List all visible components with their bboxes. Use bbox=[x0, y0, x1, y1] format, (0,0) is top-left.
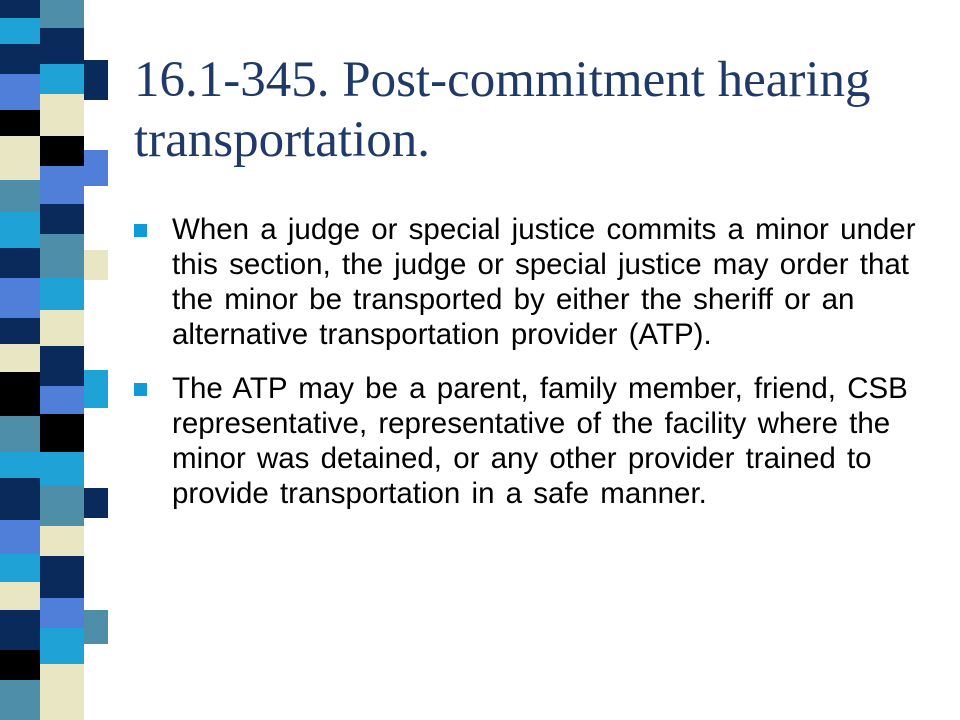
slide-title: 16.1-345. Post-commitment hearing transportation. bbox=[134, 52, 871, 168]
bullet-item bbox=[134, 212, 924, 352]
stripe bbox=[0, 520, 40, 554]
stripe bbox=[0, 478, 40, 520]
stripe bbox=[84, 518, 108, 610]
stripe bbox=[0, 44, 40, 74]
stripe bbox=[0, 318, 40, 344]
bullet-text: When a judge or special justice commits a minor under this section, the judge or special justice may order that the minor be transported by either the sheriff or an alternative transportation provider (ATP). bbox=[172, 213, 916, 351]
stripe bbox=[0, 610, 40, 650]
stripe bbox=[84, 150, 108, 186]
stripe-column-left bbox=[0, 0, 40, 720]
stripe bbox=[0, 680, 40, 720]
stripe bbox=[0, 136, 40, 180]
stripe bbox=[84, 0, 108, 60]
square-bullet-icon bbox=[134, 224, 147, 237]
bullet-text: The ATP may be a parent, family member, friend, CSB representative, representative of the facility where the minor was detained, or any other provider trained to provide transportation in a safe manner. bbox=[172, 372, 908, 510]
stripe bbox=[40, 0, 84, 28]
stripe bbox=[40, 94, 84, 136]
stripe bbox=[40, 598, 84, 628]
stripe bbox=[0, 110, 40, 136]
stripe bbox=[40, 136, 84, 166]
stripe bbox=[40, 346, 84, 386]
stripe bbox=[0, 372, 40, 416]
stripe bbox=[40, 310, 84, 346]
stripe bbox=[40, 166, 84, 204]
stripe bbox=[84, 280, 108, 370]
stripe bbox=[40, 386, 84, 414]
stripe bbox=[40, 278, 84, 310]
stripe bbox=[40, 414, 84, 452]
stripe bbox=[0, 650, 40, 680]
stripe bbox=[40, 526, 84, 556]
stripe bbox=[40, 204, 84, 234]
stripe bbox=[84, 370, 108, 408]
stripe bbox=[0, 344, 40, 372]
bullet-item bbox=[134, 371, 924, 511]
stripe bbox=[0, 0, 40, 18]
stripe bbox=[0, 248, 40, 278]
bullet-list bbox=[134, 212, 924, 530]
stripe bbox=[40, 556, 84, 598]
decorative-stripe-bar bbox=[0, 0, 108, 720]
stripe bbox=[0, 452, 40, 478]
square-bullet-icon bbox=[134, 383, 147, 396]
stripe-column-right bbox=[84, 0, 108, 720]
stripe bbox=[40, 664, 84, 720]
stripe bbox=[84, 610, 108, 644]
stripe bbox=[40, 64, 84, 94]
stripe bbox=[40, 28, 84, 64]
stripe bbox=[84, 100, 108, 150]
stripe bbox=[84, 408, 108, 488]
stripe bbox=[0, 180, 40, 212]
stripe bbox=[40, 486, 84, 526]
stripe bbox=[0, 554, 40, 582]
stripe bbox=[0, 18, 40, 44]
stripe bbox=[84, 250, 108, 280]
stripe bbox=[84, 186, 108, 250]
stripe bbox=[84, 60, 108, 100]
stripe bbox=[84, 488, 108, 518]
stripe bbox=[40, 628, 84, 664]
stripe bbox=[0, 74, 40, 110]
stripe bbox=[0, 278, 40, 318]
stripe bbox=[0, 212, 40, 248]
stripe-column-middle bbox=[40, 0, 84, 720]
stripe bbox=[40, 452, 84, 486]
stripe bbox=[0, 416, 40, 452]
stripe bbox=[84, 644, 108, 720]
stripe bbox=[0, 582, 40, 610]
stripe bbox=[40, 234, 84, 278]
